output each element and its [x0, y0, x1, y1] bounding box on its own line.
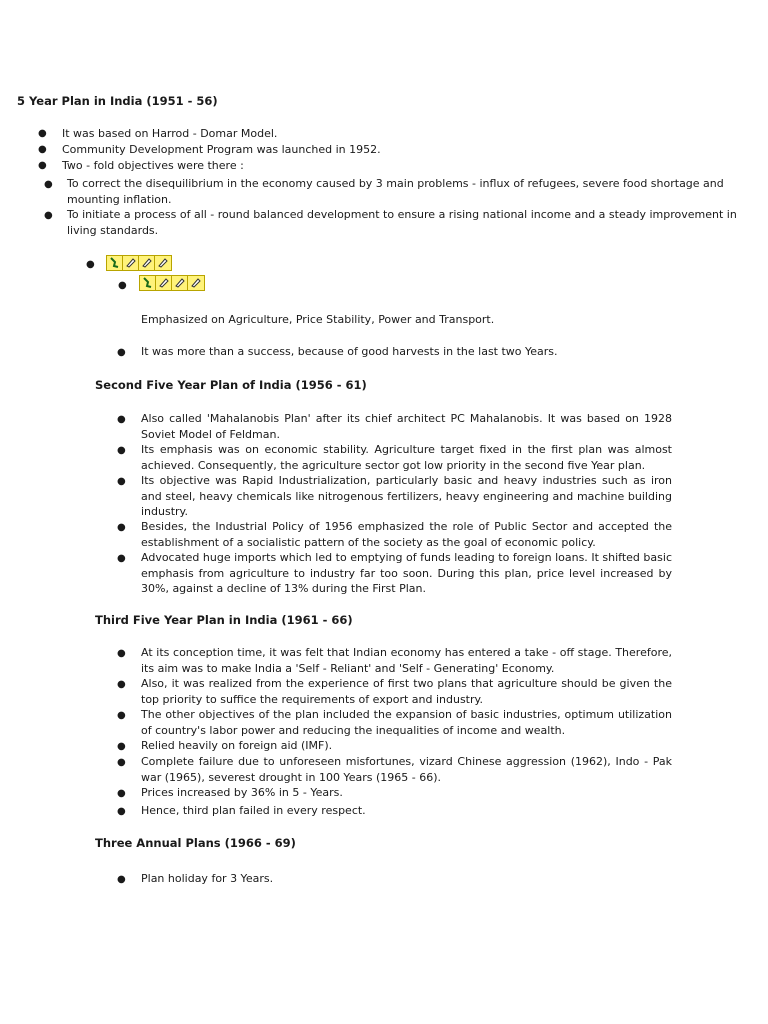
bullet-dot: ●: [44, 210, 53, 221]
bullet-dot: ●: [117, 648, 126, 659]
list-item: Community Development Program was launched in 1952.: [62, 143, 381, 156]
list-item: Hence, third plan failed in every respect.: [141, 804, 366, 817]
bullet-dot: ●: [44, 179, 53, 190]
list-item: Prices increased by 36% in 5 - Years.: [141, 786, 343, 799]
list-item: Complete failure due to unforeseen misfortunes, vizard Chinese aggression (1962), Indo - Pak war (1965), severest drought in 100 Years (1965 - 66).: [141, 755, 672, 784]
pencil-icon: [155, 256, 171, 270]
list-item: Also, it was realized from the experience of first two plans that agriculture should be given the top priority to suffice the requirements of export and industry.: [141, 677, 672, 706]
bullet-dot: ●: [118, 280, 127, 291]
section-4-title: Three Annual Plans (1966 - 69): [95, 836, 296, 850]
list-item: At its conception time, it was felt that Indian economy has entered a take - off stage. Therefore, its aim was to make India a 'Self - Reliant' and 'Self - Generating' Economy.: [141, 646, 672, 675]
list-item: Also called 'Mahalanobis Plan' after its chief architect PC Mahalanobis. It was based on 1928 Soviet Model of Feldman.: [141, 412, 672, 441]
feather-icon: [107, 256, 123, 270]
list-item: Relied heavily on foreign aid (IMF).: [141, 739, 333, 752]
bullet-dot: ●: [117, 414, 126, 425]
pencil-icon: [139, 256, 155, 270]
bullet-dot: ●: [38, 160, 47, 171]
list-item: Its objective was Rapid Industrialization, particularly basic and heavy industries such as iron and steel, heavy chemicals like nitrogenous fertilizers, heavy engineering and machine building industry.: [141, 474, 672, 518]
bullet-dot: ●: [117, 806, 126, 817]
bullet-dot: ●: [117, 741, 126, 752]
list-item: Two - fold objectives were there :: [62, 159, 244, 172]
list-item: Its emphasis was on economic stability. Agriculture target fixed in the first plan was almost achieved. Consequently, the agriculture sector got low priority in the second five Year plan.: [141, 443, 672, 472]
bullet-dot: ●: [117, 874, 126, 885]
list-item: It was more than a success, because of good harvests in the last two Years.: [141, 345, 558, 358]
bullet-dot: ●: [117, 757, 126, 768]
pencil-icon: [172, 276, 188, 290]
list-item: Advocated huge imports which led to emptying of funds leading to foreign loans. It shifted basic emphasis from agriculture to industry far too soon. During this plan, price level increased by 30%, against a decline of 13% during the First Plan.: [141, 551, 672, 595]
bullet-dot: ●: [86, 259, 95, 270]
bullet-dot: ●: [117, 553, 126, 564]
list-item: To correct the disequilibrium in the economy caused by 3 main problems - influx of refugees, severe food shortage and mounting inflation.: [67, 177, 724, 206]
bullet-dot: ●: [117, 710, 126, 721]
bullet-dot: ●: [117, 445, 126, 456]
pencil-icon: [188, 276, 204, 290]
bullet-dot: ●: [38, 144, 47, 155]
feather-icon: [140, 276, 156, 290]
bullet-dot: ●: [117, 476, 126, 487]
emphasis-text: Emphasized on Agriculture, Price Stability, Power and Transport.: [141, 313, 495, 326]
list-item: Besides, the Industrial Policy of 1956 emphasized the role of Public Sector and accepted the establishment of a socialistic pattern of the society as the goal of economic policy.: [141, 520, 672, 549]
pencil-icon: [123, 256, 139, 270]
section-1-title: 5 Year Plan in India (1951 - 56): [17, 94, 218, 108]
bullet-dot: ●: [117, 522, 126, 533]
section-2-title: Second Five Year Plan of India (1956 - 61): [95, 378, 367, 392]
bullet-dot: ●: [117, 347, 126, 358]
section-3-title: Third Five Year Plan in India (1961 - 66): [95, 613, 353, 627]
list-item: It was based on Harrod - Domar Model.: [62, 127, 278, 140]
bullet-dot: ●: [117, 788, 126, 799]
bullet-dot: ●: [117, 679, 126, 690]
icon-strip: [106, 255, 172, 271]
list-item: To initiate a process of all - round balanced development to ensure a rising national income and a steady improvement in living standards.: [67, 208, 737, 237]
pencil-icon: [156, 276, 172, 290]
list-item: The other objectives of the plan included the expansion of basic industries, optimum utilization of country's labor power and reducing the inequalities of income and wealth.: [141, 708, 672, 737]
icon-strip: [139, 275, 205, 291]
list-item: Plan holiday for 3 Years.: [141, 872, 274, 885]
bullet-dot: ●: [38, 128, 47, 139]
